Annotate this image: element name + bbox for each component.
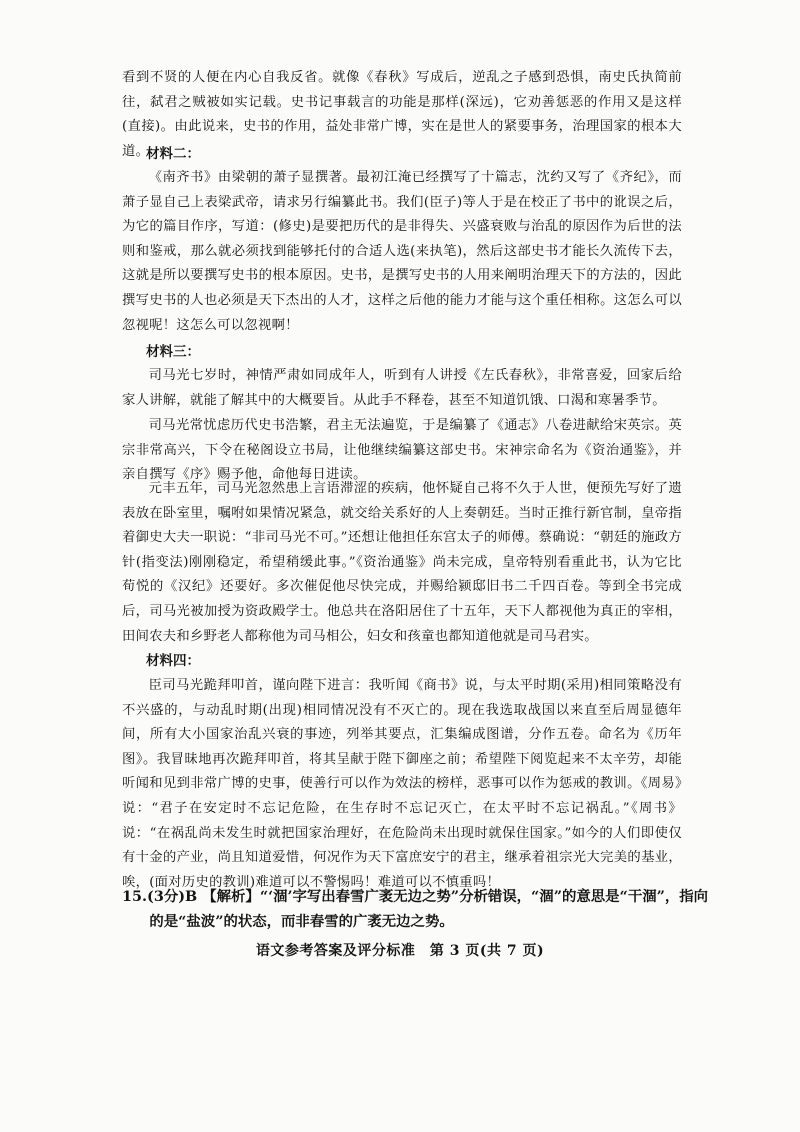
question-15-analysis: 【解析】“‘涸’字写出春雪广袤无边之势”分析错误，“涸”的意思是“干涸”，指向的是“盐波”的状态，而非春雪的广袤无边之势。 xyxy=(149,888,709,930)
material-3-paragraph-1: 司马光七岁时，神情严肃如同成年人，听到有人讲授《左氏春秋》，非常喜爱，回家后给家人讲解，就能了解其中的大概要旨。从此手不释卷，甚至不知道饥饿、口渴和寒暑季节。 xyxy=(122,368,682,408)
intro-paragraph: 看到不贤的人便在内心自我反省。就像《春秋》写成后，逆乱之子感到恐惧，南史氏执简前往，弑君之贼被如实记载。史书记事载言的功能是那样(深远)，它劝善惩恶的作用又是这样(直接)。由此说来，史书的作用，益处非常广博，实在是世人的紧要事务，治理国家的根本大道。 xyxy=(122,70,682,159)
material-3-paragraph-3: 元丰五年，司马光忽然患上言语滞涩的疾病，他怀疑自己将不久于人世，便预先写好了遗表放在卧室里，嘱咐如果情况紧急，就交给关系好的人上奏朝廷。当时正推行新官制，皇帝指着御史大夫一职说：“非司马光不可。”还想让他担任东宫太子的师傅。蔡确说：“朝廷的施政方针(指变法)刚刚稳定，希望稍缓此事。”《资治通鉴》尚未完成，皇帝特别看重此书，认为它比荀悦的《汉纪》还要好。多次催促他尽快完成，并赐给颍邸旧书二千四百卷。等到全书完成后，司马光被加授为资政殿学士。他总共在洛阳居住了十五年，天下人都视他为真正的宰相，田间农夫和乡野老人都称他为司马相公，妇女和孩童也都知道他就是司马君实。 xyxy=(122,481,682,644)
question-15-number-score: 15.(3分)B xyxy=(122,888,198,905)
page-footer: 语文参考答案及评分标准 第 3 页(共 7 页) xyxy=(255,943,545,959)
material-2-heading: 材料二： xyxy=(146,146,200,162)
material-4-heading: 材料四： xyxy=(146,653,200,669)
material-4-paragraph: 臣司马光跪拜叩首，谨向陛下进言：我听闻《商书》说，与太平时期(采用)相同策略没有不兴盛的，与动乱时期(出现)相同情况没有不灭亡的。现在我选取战国以来直至后周显德年间，所有大小国家治乱兴衰的事迹，列举其要点，汇集编成图谱，分作五卷。命名为《历年图》。我冒昧地再次跪拜叩首，将其呈献于陛下御座之前；希望陛下阅览起来不太辛劳，却能听闻和见到非常广博的史事，使善行可以作为效法的榜样，恶事可以作为惩戒的教训。《周易》说：“君子在安定时不忘记危险，在生存时不忘记灭亡，在太平时不忘记祸乱。”《周书》说：“在祸乱尚未发生时就把国家治理好，在危险尚未出现时就保住国家。”如今的人们即使仅有十金的产业，尚且知道爱惜，何况作为天下富庶安宁的君主，继承着祖宗光大完美的基业，唉，(面对历史的教训)难道可以不警惕吗！难道可以不慎重吗！ xyxy=(122,678,682,890)
material-2-paragraph: 《南齐书》由梁朝的萧子显撰著。最初江淹已经撰写了十篇志，沈约又写了《齐纪》，而萧子显自己上表梁武帝，请求另行编纂此书。我们(臣子)等人于是在校正了书中的讹误之后，为它的篇目作序，写道：(修史)是要把历代的是非得失、兴盛衰败与治乱的原因作为后世的法则和鉴戒，那么就必须找到能够托付的合适人选(来执笔)，然后这部史书才能长久流传下去，这就是所以要撰写史书的根本原因。史书，是撰写史书的人用来阐明治理天下的方法的，因此撰写史书的人也必须是天下杰出的人才，这样之后他的能力才能与这个重任相称。这怎么可以忽视呢！这怎么可以忽视啊！ xyxy=(122,170,682,333)
material-3-heading: 材料三： xyxy=(146,344,200,360)
question-15-answer xyxy=(122,884,715,934)
material-3-paragraph-2: 司马光常忧虑历代史书浩繁，君主无法遍览，于是编纂了《通志》八卷进献给宋英宗。英宗非常高兴，下令在秘阁设立书局，让他继续编纂这部史书。宋神宗命名为《资治通鉴》，并亲自撰写《序》赐予他，命他每日进读。 xyxy=(122,418,682,483)
